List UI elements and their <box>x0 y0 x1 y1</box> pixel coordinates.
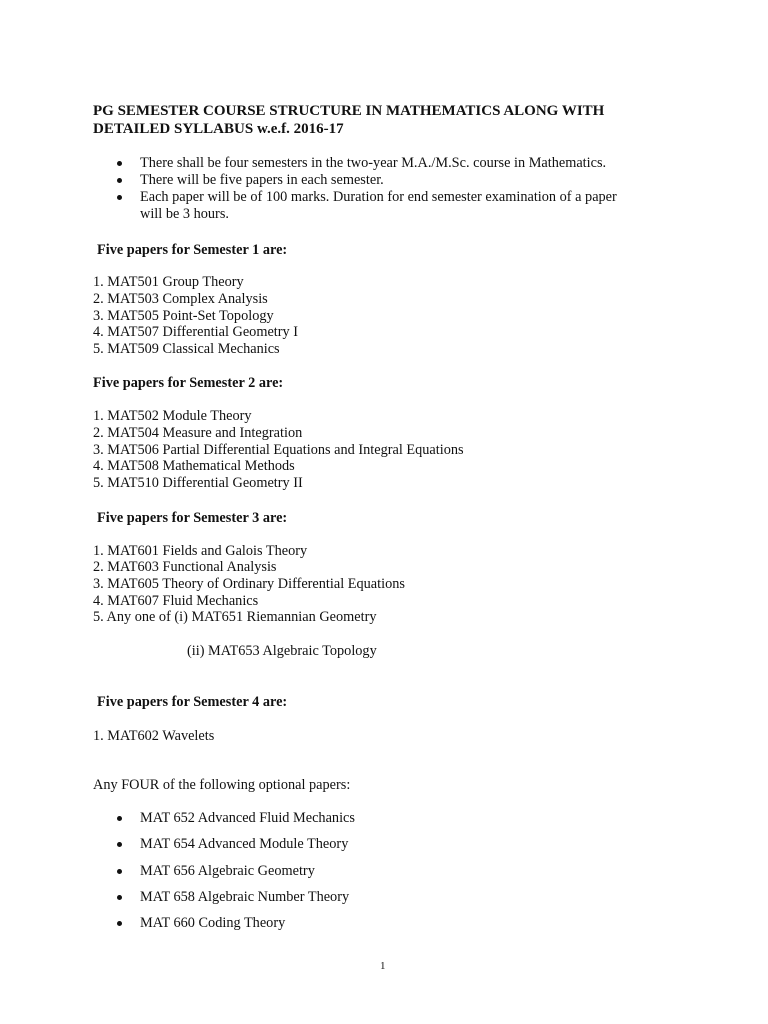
semester-1-heading: Five papers for Semester 1 are: <box>97 242 288 258</box>
semester-3-heading: Five papers for Semester 3 are: <box>97 510 288 526</box>
intro-bullet: There will be five papers in each semester. <box>140 172 384 188</box>
list-item: 4. MAT508 Mathematical Methods <box>93 458 295 474</box>
list-item: 2. MAT503 Complex Analysis <box>93 291 268 307</box>
semester-2-heading: Five papers for Semester 2 are: <box>93 375 284 391</box>
optional-paper: MAT 656 Algebraic Geometry <box>140 863 315 879</box>
option-ii: (ii) MAT653 Algebraic Topology <box>187 643 377 659</box>
list-item: 1. MAT502 Module Theory <box>93 408 252 424</box>
intro-bullet: There shall be four semesters in the two-year M.A./M.Sc. course in Mathematics. <box>140 155 607 171</box>
optional-paper: MAT 654 Advanced Module Theory <box>140 836 349 852</box>
list-item: 5. MAT510 Differential Geometry II <box>93 475 303 491</box>
bullet-icon <box>117 816 122 821</box>
bullet-icon <box>117 195 122 200</box>
list-item: 3. MAT605 Theory of Ordinary Differential Equations <box>93 576 405 592</box>
optional-paper: MAT 658 Algebraic Number Theory <box>140 889 350 905</box>
bullet-icon <box>117 895 122 900</box>
list-item: 2. MAT603 Functional Analysis <box>93 559 277 575</box>
bullet-icon <box>117 921 122 926</box>
page-number: 1 <box>380 960 386 972</box>
bullet-icon <box>117 161 122 166</box>
semester-4-heading: Five papers for Semester 4 are: <box>97 694 288 710</box>
list-item: 2. MAT504 Measure and Integration <box>93 425 303 441</box>
bullet-icon <box>117 842 122 847</box>
optional-intro: Any FOUR of the following optional papers: <box>93 777 351 793</box>
list-item: 4. MAT507 Differential Geometry I <box>93 324 299 340</box>
list-item: 3. MAT505 Point-Set Topology <box>93 308 274 324</box>
list-item: 1. MAT602 Wavelets <box>93 728 215 744</box>
bullet-icon <box>117 869 122 874</box>
list-item: 5. Any one of (i) MAT651 Riemannian Geometry <box>93 609 377 625</box>
intro-bullet: Each paper will be of 100 marks. Duration for end semester examination of a paper <box>140 189 617 205</box>
title-line-1: PG SEMESTER COURSE STRUCTURE IN MATHEMATICS ALONG WITH <box>93 103 605 119</box>
list-item: 4. MAT607 Fluid Mechanics <box>93 593 259 609</box>
bullet-icon <box>117 178 122 183</box>
list-item: 1. MAT501 Group Theory <box>93 274 244 290</box>
title-line-2: DETAILED SYLLABUS w.e.f. 2016-17 <box>93 121 344 137</box>
optional-paper: MAT 660 Coding Theory <box>140 915 286 931</box>
optional-paper: MAT 652 Advanced Fluid Mechanics <box>140 810 355 826</box>
intro-bullet-continuation: will be 3 hours. <box>140 206 229 222</box>
list-item: 5. MAT509 Classical Mechanics <box>93 341 280 357</box>
list-item: 1. MAT601 Fields and Galois Theory <box>93 543 308 559</box>
list-item: 3. MAT506 Partial Differential Equations and Integral Equations <box>93 442 464 458</box>
